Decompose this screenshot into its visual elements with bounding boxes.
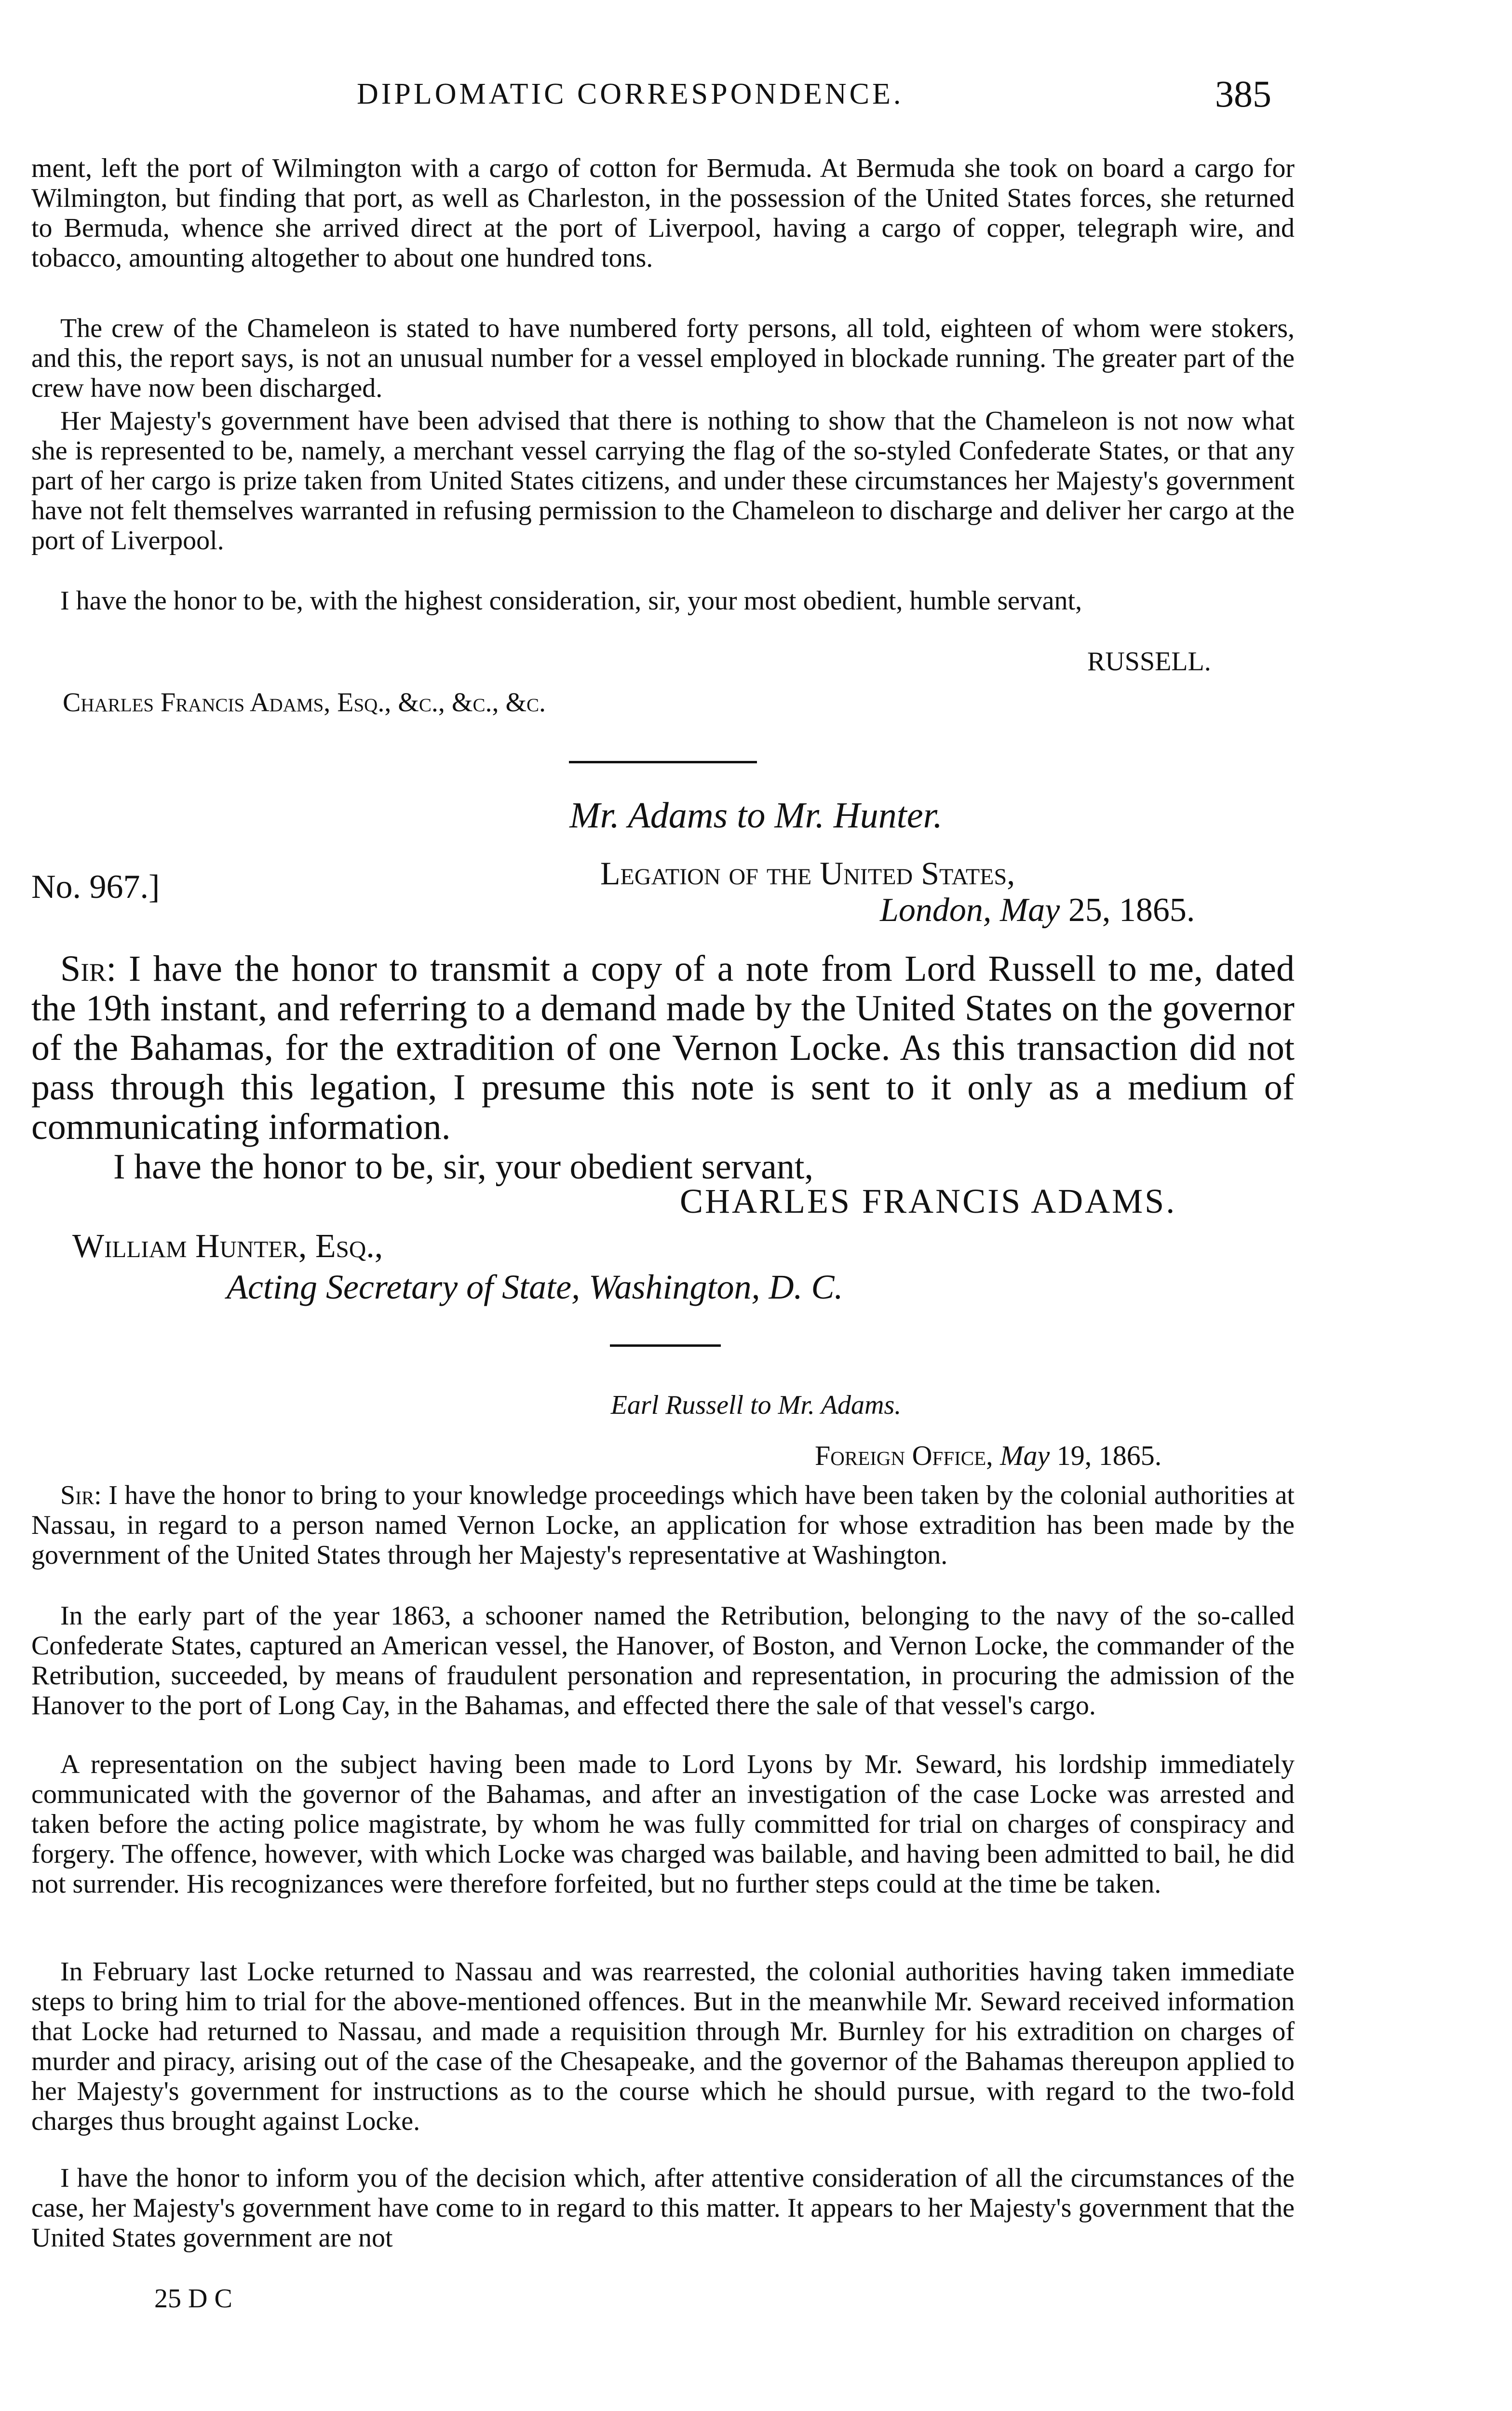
section-divider-1 [569,761,757,763]
letter1-paragraph-2: The crew of the Chameleon is stated to have numbered forty persons, all told, eighteen of whom were stokers, and this, the report says, is not an unusual number for a vessel employed in blockade running. The greater part of the crew have now been discharged. [31,313,1295,403]
letter2-signature: CHARLES FRANCIS ADAMS. [680,1182,1177,1220]
letter1-signature: RUSSELL. [1087,647,1211,677]
letter2-date-month: May [999,892,1060,929]
letter3-paragraph-2: In the early part of the year 1863, a schooner named the Retribution, belonging to the navy of the so-called Confederate States, captured an American vessel, the Hanover, of Boston, and Vernon Locke, the commander of the Retribution, succeeded, by means of fraudulent personation and representation, in procuring the admission of the Hanover to the port of Long Cay, in the Bahamas, and effected there the sale of that vessel's cargo. [31,1601,1295,1720]
letter2-salutation: Sir: [60,948,117,989]
letter3-paragraph-5: I have the honor to inform you of the decision which, after attentive consideration of all the circumstances of the case, her Majesty's government have come to in regard to this matter. It appears to her Majesty's government that the United States government are not [31,2163,1295,2253]
letter3-date-month: May [1000,1440,1050,1471]
letter2-addressee-name: William Hunter, Esq., [72,1228,383,1265]
letter1-paragraph-3: Her Majesty's government have been advised that there is nothing to show that the Chameleon is not now what she is represented to be, namely, a merchant vessel carrying the flag of the so-styled Confederate States, or that any part of her cargo is prize taken from United States citizens, and under these circumstances her Majesty's government have not felt themselves warranted in refusing permission to the Chameleon to discharge and deliver her cargo at the port of Liverpool. [31,406,1295,555]
letter2-date-place: London, [880,892,992,929]
letter2-body-text: I have the honor to transmit a copy of a note from Lord Russell to me, dated the 19th instant, and referring to a demand made by the United States on the governor of the Bahamas, for the extradition of one Vernon Locke. As this transaction did not pass through this legation, I presume this note is sent to it only as a medium of communicating information. [31,948,1295,1147]
letter2-heading: Mr. Adams to Mr. Hunter. [569,795,943,836]
letter3-paragraph-1 [31,1480,1295,1570]
letter2-addressee-title: Acting Secretary of State, Washington, D. C. [227,1268,843,1306]
letter3-date-day: 19, 1865. [1056,1440,1162,1471]
letter3-salutation: Sir: [60,1480,102,1510]
letter2-number: No. 967.] [31,868,160,906]
page-number: 385 [1215,73,1271,115]
letter2-body [31,949,1295,1147]
page-header [0,72,1512,130]
letter1-paragraph-1: ment, left the port of Wilmington with a cargo of cotton for Bermuda. At Bermuda she took on board a cargo for Wilmington, but finding that port, as well as Charleston, in the possession of the United States forces, she returned to Bermuda, whence she arrived direct at the port of Liverpool, having a cargo of copper, telegraph wire, and tobacco, amounting altogether to about one hundred tons. [31,153,1295,273]
letter3-dateline [815,1439,1161,1472]
running-title: DIPLOMATIC CORRESPONDENCE. [357,78,904,110]
letter3-paragraph-1-text: I have the honor to bring to your knowledge proceedings which have been taken by the colonial authorities at Nassau, in regard to a person named Vernon Locke, an application for whose extradition has been made by the government of the United States through her Majesty's representative at Washington. [31,1480,1295,1570]
letter3-paragraph-4: In February last Locke returned to Nassau and was rearrested, the colonial authorities having taken immediate steps to bring him to trial for the above-mentioned offences. But in the meanwhile Mr. Seward received information that Locke had returned to Nassau, and made a requisition through Mr. Burnley for his extradition on charges of murder and piracy, arising out of the case of the Chesapeake, and the governor of the Bahamas thereupon applied to her Majesty's government for instructions as to the course which he should pursue, with regard to the two-fold charges thus brought against Locke. [31,1957,1295,2136]
letter2-dateline [880,891,1195,930]
signature-mark: 25 D C [154,2284,232,2314]
letter2-closing: I have the honor to be, sir, your obedient servant, [113,1147,813,1187]
letter1-addressee: Charles Francis Adams, Esq., &c., &c., &c. [63,688,546,718]
letter3-place-line: Foreign Office, [815,1440,993,1471]
letter1-closing: I have the honor to be, with the highest consideration, sir, your most obedient, humble servant, [60,586,1082,616]
letter2-date-day: 25, 1865. [1068,892,1195,929]
letter2-place-line: Legation of the United States, [600,855,1015,892]
section-divider-2 [610,1344,721,1347]
letter3-paragraph-3: A representation on the subject having been made to Lord Lyons by Mr. Seward, his lordship immediately communicated with the governor of the Bahamas, and after an investigation of the case Locke was arrested and taken before the acting police magistrate, by whom he was fully committed for trial on charges of conspiracy and forgery. The offence, however, with which Locke was charged was bailable, and having been admitted to bail, he did not surrender. His recognizances were therefore forfeited, but no further steps could at the time be taken. [31,1749,1295,1899]
letter3-heading: Earl Russell to Mr. Adams. [610,1390,902,1420]
